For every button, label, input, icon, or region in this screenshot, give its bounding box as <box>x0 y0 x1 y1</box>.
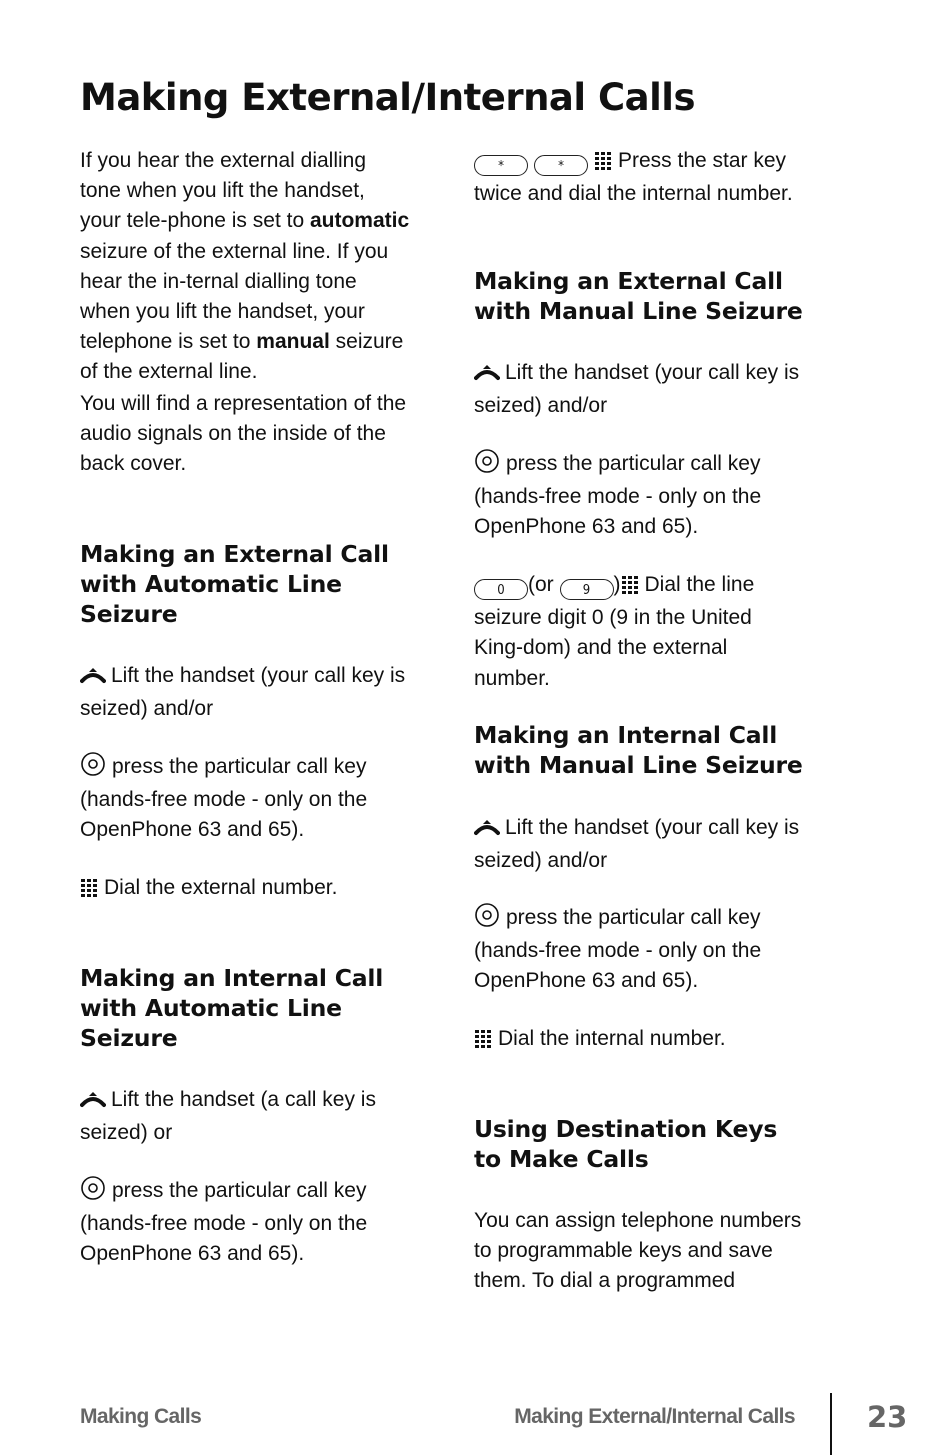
int-manual-dial-text: Dial the internal number. <box>498 1027 726 1050</box>
int-auto-lift-step <box>80 1085 410 1148</box>
star-key-text: Press the star key twice and dial the internal number. <box>474 149 793 206</box>
dest-keys-heading: Using Destination Keys to Make Calls <box>474 1115 778 1174</box>
key-close-text: ) <box>613 573 621 596</box>
keypad-icon <box>621 573 640 603</box>
page-title: Making External/Internal Calls <box>80 76 695 119</box>
ext-auto-lift-step <box>80 661 410 724</box>
handset-lift-icon <box>474 361 500 391</box>
dest-keys-section <box>474 1114 804 1174</box>
zero-key-icon: 0 <box>474 579 528 600</box>
ext-auto-press-step <box>80 752 410 846</box>
nine-key-icon: 9 <box>560 579 614 600</box>
intro-bold-manual: manual <box>256 330 330 354</box>
key-or-text: (or <box>528 573 554 596</box>
int-auto-lift-text: Lift the handset (a call key is seized) or <box>80 1088 376 1145</box>
dest-keys-text: You can assign telephone numbers to programmable keys and save them. To dial a programmed <box>474 1209 802 1293</box>
call-key-icon <box>80 1176 107 1209</box>
intro-bold-automatic: automatic <box>309 209 410 233</box>
int-manual-press-step <box>474 903 804 997</box>
audio-signals-text: You will find a representation of the audio signals on the inside of the back cover. <box>80 392 407 476</box>
keypad-icon <box>474 1027 493 1057</box>
ext-manual-dial-step <box>474 570 804 694</box>
intro-text-1: If you hear the external dialling tone when you lift the handset, your tele-phone is set to <box>80 149 367 233</box>
ext-auto-heading: Making an External Call with Automatic Line Seizure <box>80 540 389 629</box>
footer-section-name: Making Calls <box>80 1405 202 1428</box>
dest-keys-paragraph <box>474 1206 804 1297</box>
intro-text-3: seizure of the external line. <box>80 330 404 384</box>
ext-manual-dial-text: Dial the line seizure digit 0 (9 in the United King-dom) and the external number. <box>474 573 755 690</box>
int-manual-press-text: press the particular call key (hands-free mode - only on the OpenPhone 63 and 65). <box>474 906 762 993</box>
ext-auto-dial-text: Dial the external number. <box>104 876 338 899</box>
ext-manual-heading: Making an External Call with Manual Line Seizure <box>474 267 803 326</box>
keypad-icon <box>594 149 613 179</box>
audio-signals-paragraph <box>80 389 410 480</box>
intro-text-2: seizure of the external line. If you hear the in-ternal dialling tone when you lift the handset, your telephone is set to <box>80 239 389 354</box>
int-manual-heading: Making an Internal Call with Manual Line Seizure <box>474 721 803 780</box>
ext-auto-press-text: press the particular call key (hands-free mode - only on the OpenPhone 63 and 65). <box>80 755 368 842</box>
handset-lift-icon <box>474 816 500 846</box>
int-manual-section <box>474 720 804 780</box>
handset-lift-icon <box>80 1088 106 1118</box>
int-auto-section <box>80 963 410 1054</box>
ext-manual-lift-text: Lift the handset (your call key is seized) and/or <box>474 361 800 418</box>
int-manual-dial-step <box>474 1024 804 1057</box>
call-key-icon <box>474 903 501 936</box>
call-key-icon <box>80 752 107 785</box>
handset-lift-icon <box>80 664 106 694</box>
ext-manual-section <box>474 266 804 326</box>
int-manual-lift-text: Lift the handset (your call key is seized) and/or <box>474 816 800 873</box>
star-key-icon: * <box>474 155 528 176</box>
star-key-step <box>474 146 804 209</box>
page-number: 23 <box>867 1400 908 1434</box>
star-key-icon: * <box>534 155 588 176</box>
ext-auto-dial-step <box>80 873 410 906</box>
int-auto-press-text: press the particular call key (hands-free mode - only on the OpenPhone 63 and 65). <box>80 1179 368 1266</box>
int-auto-press-step <box>80 1176 410 1270</box>
int-manual-lift-step <box>474 813 804 876</box>
ext-auto-lift-text: Lift the handset (your call key is seized) and/or <box>80 664 406 721</box>
footer-chapter-name: Making External/Internal Calls <box>514 1405 795 1428</box>
ext-manual-press-step <box>474 449 804 543</box>
keypad-icon <box>80 876 99 906</box>
call-key-icon <box>474 449 501 482</box>
int-auto-heading: Making an Internal Call with Automatic Line Seizure <box>80 964 384 1053</box>
intro-paragraph <box>80 146 410 388</box>
ext-manual-lift-step <box>474 358 804 421</box>
ext-manual-press-text: press the particular call key (hands-free mode - only on the OpenPhone 63 and 65). <box>474 452 762 539</box>
footer-divider <box>830 1393 832 1455</box>
ext-auto-section <box>80 539 410 630</box>
